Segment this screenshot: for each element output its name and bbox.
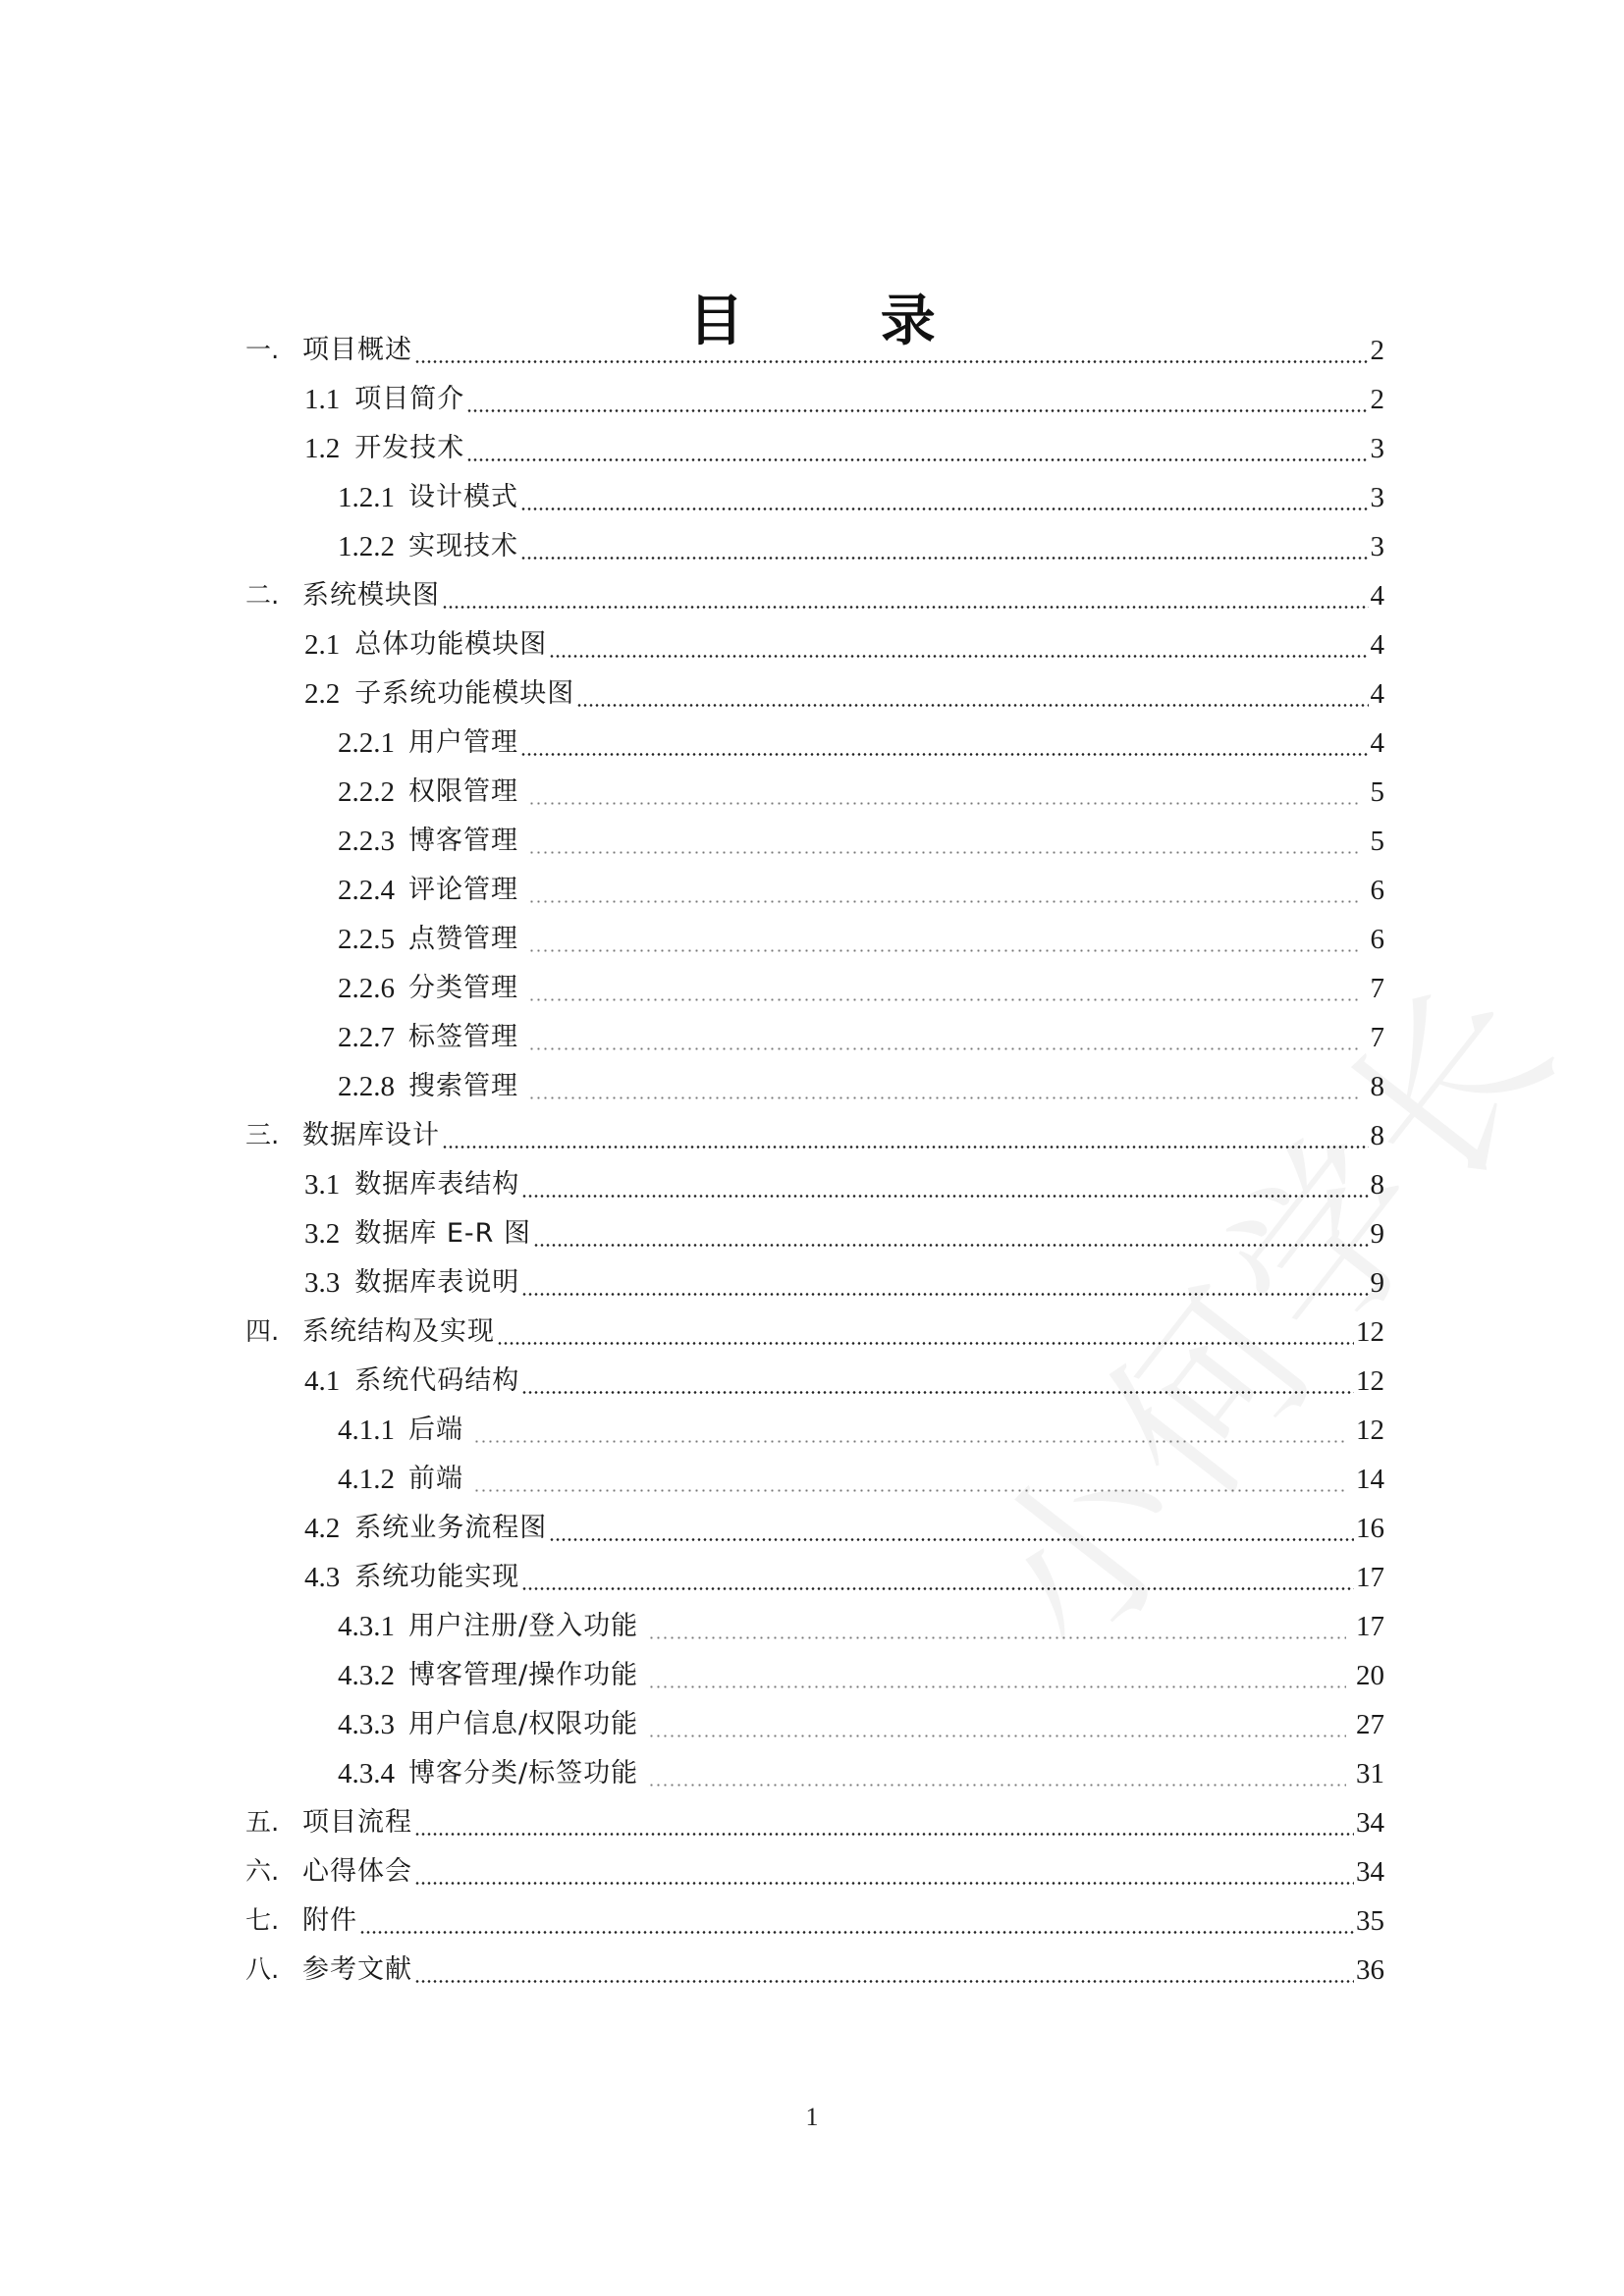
toc-entry[interactable] — [245, 1406, 1384, 1455]
toc-entry[interactable] — [245, 1258, 1384, 1308]
toc-entry-label: 分类管理 — [408, 973, 518, 1003]
toc-entry-number: 3.2 — [304, 1218, 341, 1250]
toc-entry[interactable] — [245, 522, 1384, 571]
toc-entry-number: 4.3.2 — [338, 1660, 395, 1691]
toc-entry-page-number: 14 — [1356, 1464, 1384, 1495]
toc-entry-page-number: 4 — [1370, 629, 1384, 661]
toc-entry-number: 六. — [245, 1857, 280, 1887]
dot-leader — [466, 458, 1368, 461]
toc-entry-page-number: 2 — [1370, 384, 1384, 415]
toc-entry[interactable] — [245, 375, 1384, 424]
toc-entry-label: 子系统功能模块图 — [354, 678, 575, 709]
dot-leader — [442, 606, 1369, 609]
toc-entry[interactable] — [245, 1062, 1384, 1111]
toc-entry-label: 点赞管理 — [408, 924, 518, 954]
toc-entry-number: 4.2 — [304, 1513, 341, 1544]
dot-leader — [414, 1833, 1354, 1836]
toc-entry-page-number: 20 — [1356, 1660, 1384, 1691]
toc-entry-page-number: 12 — [1356, 1415, 1384, 1446]
toc-entry-page-number: 12 — [1356, 1365, 1384, 1397]
dot-leader — [520, 753, 1369, 756]
toc-entry-page-number: 16 — [1356, 1513, 1384, 1544]
toc-entry-number: 4.3.1 — [338, 1611, 395, 1642]
toc-entry-label: 实现技术 — [408, 531, 518, 561]
toc-entry-label: 用户信息/权限功能 — [408, 1709, 639, 1739]
toc-entry-page-number: 5 — [1370, 826, 1384, 857]
toc-entry-label: 数据库设计 — [302, 1120, 440, 1150]
dot-leader — [520, 507, 1369, 510]
toc-entry[interactable] — [245, 1504, 1384, 1553]
toc-entry[interactable] — [245, 817, 1384, 866]
dot-leader — [442, 1146, 1369, 1148]
toc-entry-page-number: 3 — [1370, 531, 1384, 562]
toc-entry-label: 开发技术 — [354, 433, 465, 463]
toc-entry-number: 3.3 — [304, 1267, 341, 1299]
toc-entry[interactable] — [245, 1602, 1384, 1651]
toc-entry-label: 用户注册/登入功能 — [408, 1611, 639, 1641]
toc-entry-number: 2.2 — [304, 678, 341, 710]
toc-entry[interactable] — [245, 1896, 1384, 1946]
toc-entry-number: 2.2.6 — [338, 973, 395, 1004]
dot-leader — [473, 1489, 1346, 1492]
toc-entry-label: 设计模式 — [408, 482, 518, 512]
toc-entry[interactable] — [245, 1209, 1384, 1258]
toc-entry-label: 数据库表结构 — [354, 1169, 520, 1200]
toc-entry-number: 4.1.2 — [338, 1464, 395, 1495]
toc-entry-page-number: 35 — [1356, 1905, 1384, 1937]
toc-entry[interactable] — [245, 1013, 1384, 1062]
toc-entry[interactable] — [245, 915, 1384, 964]
toc-entry-page-number: 3 — [1370, 482, 1384, 513]
dot-leader — [414, 1980, 1354, 1983]
toc-entry-number: 4.3.4 — [338, 1758, 395, 1789]
toc-entry-number: 4.1 — [304, 1365, 341, 1397]
toc-entry[interactable] — [245, 964, 1384, 1013]
toc-entry-page-number: 17 — [1356, 1611, 1384, 1642]
dot-leader — [549, 655, 1368, 658]
dot-leader — [528, 851, 1361, 854]
toc-entry[interactable] — [245, 1798, 1384, 1847]
toc-entry-page-number: 31 — [1356, 1758, 1384, 1789]
toc-entry-page-number: 8 — [1370, 1120, 1384, 1151]
toc-entry-number: 1.2.1 — [338, 482, 395, 513]
toc-entry[interactable] — [245, 1651, 1384, 1700]
toc-entry-page-number: 6 — [1370, 875, 1384, 906]
toc-entry-label: 系统业务流程图 — [354, 1513, 548, 1543]
toc-entry-page-number: 12 — [1356, 1316, 1384, 1348]
toc-entry-number: 2.1 — [304, 629, 341, 661]
toc-entry-page-number: 34 — [1356, 1807, 1384, 1839]
toc-entry-label: 用户管理 — [408, 727, 518, 758]
dot-leader — [648, 1685, 1346, 1688]
toc-entry-label: 博客管理/操作功能 — [408, 1660, 639, 1690]
toc-entry-number: 4.1.1 — [338, 1415, 395, 1446]
toc-entry-page-number: 8 — [1370, 1071, 1384, 1102]
toc-entry[interactable] — [245, 1847, 1384, 1896]
toc-entry[interactable] — [245, 1357, 1384, 1406]
toc-entry-number: 1.2.2 — [338, 531, 395, 562]
toc-entry-page-number: 8 — [1370, 1169, 1384, 1201]
dot-leader — [576, 704, 1368, 707]
toc-entry-number: 2.2.4 — [338, 875, 395, 906]
toc-entry-label: 后端 — [408, 1415, 463, 1445]
dot-leader — [473, 1440, 1346, 1443]
toc-entry-label: 总体功能模块图 — [354, 629, 548, 660]
dot-leader — [528, 900, 1361, 903]
page-title: 目 录 — [688, 289, 995, 353]
toc-entry-page-number: 4 — [1370, 678, 1384, 710]
toc-entry-number: 2.2.3 — [338, 826, 395, 857]
toc-entry[interactable] — [245, 1111, 1384, 1160]
toc-entry-label: 博客分类/标签功能 — [408, 1758, 639, 1789]
toc-entry-label: 项目概述 — [302, 335, 412, 365]
toc-entry-number: 一. — [245, 336, 280, 365]
toc-entry[interactable] — [245, 620, 1384, 669]
toc-entry-page-number: 4 — [1370, 580, 1384, 612]
toc-entry-number: 2.2.5 — [338, 924, 395, 955]
toc-entry-label: 附件 — [302, 1905, 357, 1936]
dot-leader — [528, 998, 1361, 1001]
toc-entry-page-number: 34 — [1356, 1856, 1384, 1888]
toc-entry-page-number: 2 — [1370, 335, 1384, 366]
toc-entry-page-number: 36 — [1356, 1954, 1384, 1986]
toc-entry-number: 1.1 — [304, 384, 341, 415]
toc-entry-page-number: 7 — [1370, 973, 1384, 1004]
toc-entry-number: 2.2.7 — [338, 1022, 395, 1053]
dot-leader — [520, 557, 1369, 560]
toc-entry-number: 4.3 — [304, 1562, 341, 1593]
toc-entry-label: 数据库 E-R 图 — [354, 1218, 531, 1249]
toc-entry-number: 1.2 — [304, 433, 341, 464]
toc-entry-label: 系统模块图 — [302, 580, 440, 611]
toc-entry-label: 权限管理 — [408, 776, 518, 807]
toc-entry-number: 八. — [245, 1955, 280, 1985]
toc-entry[interactable] — [245, 571, 1384, 620]
table-of-contents — [245, 326, 1384, 1995]
toc-entry-label: 搜索管理 — [408, 1071, 518, 1101]
toc-entry-page-number: 9 — [1370, 1267, 1384, 1299]
dot-leader — [497, 1342, 1354, 1345]
toc-entry-page-number: 7 — [1370, 1022, 1384, 1053]
toc-entry[interactable] — [245, 424, 1384, 473]
toc-entry-label: 博客管理 — [408, 826, 518, 856]
toc-entry[interactable] — [245, 326, 1384, 375]
footer-page-number: 1 — [805, 2103, 819, 2131]
toc-entry-number: 2.2.8 — [338, 1071, 395, 1102]
toc-entry-label: 项目流程 — [302, 1807, 412, 1838]
toc-entry-number: 4.3.3 — [338, 1709, 395, 1740]
toc-entry-page-number: 4 — [1370, 727, 1384, 759]
dot-leader — [648, 1636, 1346, 1639]
dot-leader — [648, 1735, 1346, 1737]
toc-entry-label: 系统功能实现 — [354, 1562, 520, 1592]
dot-leader — [528, 949, 1361, 952]
toc-entry-page-number: 5 — [1370, 776, 1384, 808]
dot-leader — [533, 1244, 1369, 1247]
toc-entry-page-number: 9 — [1370, 1218, 1384, 1250]
toc-entry[interactable] — [245, 669, 1384, 719]
dot-leader — [414, 1882, 1354, 1885]
toc-entry-label: 评论管理 — [408, 875, 518, 905]
toc-entry-label: 系统代码结构 — [354, 1365, 520, 1396]
toc-entry[interactable] — [245, 768, 1384, 817]
dot-leader — [521, 1293, 1368, 1296]
toc-entry-page-number: 6 — [1370, 924, 1384, 955]
toc-entry-page-number: 17 — [1356, 1562, 1384, 1593]
dot-leader — [528, 1047, 1361, 1050]
toc-entry-label: 心得体会 — [302, 1856, 412, 1887]
toc-entry-page-number: 3 — [1370, 433, 1384, 464]
dot-leader — [414, 360, 1369, 363]
toc-entry-label: 参考文献 — [302, 1954, 412, 1985]
toc-entry-label: 数据库表说明 — [354, 1267, 520, 1298]
toc-entry-label: 前端 — [408, 1464, 463, 1494]
toc-entry-label: 项目简介 — [354, 384, 465, 414]
toc-entry[interactable] — [245, 866, 1384, 915]
toc-entry-number: 四. — [245, 1317, 280, 1347]
toc-entry-page-number: 27 — [1356, 1709, 1384, 1740]
toc-entry-label: 系统结构及实现 — [302, 1316, 495, 1347]
dot-leader — [528, 802, 1361, 805]
toc-entry-number: 二. — [245, 581, 280, 611]
toc-entry[interactable] — [245, 1553, 1384, 1602]
dot-leader — [466, 409, 1368, 412]
dot-leader — [359, 1931, 1354, 1934]
toc-entry-label: 标签管理 — [408, 1022, 518, 1052]
toc-entry[interactable] — [245, 473, 1384, 522]
dot-leader — [528, 1096, 1361, 1099]
toc-entry-number: 2.2.2 — [338, 776, 395, 808]
toc-entry[interactable] — [245, 1160, 1384, 1209]
dot-leader — [521, 1587, 1354, 1590]
toc-entry[interactable] — [245, 1455, 1384, 1504]
toc-entry-number: 七. — [245, 1906, 280, 1936]
toc-entry-number: 三. — [245, 1121, 280, 1150]
toc-entry-number: 3.1 — [304, 1169, 341, 1201]
toc-entry[interactable] — [245, 1749, 1384, 1798]
toc-entry-number: 五. — [245, 1808, 280, 1838]
toc-entry[interactable] — [245, 719, 1384, 768]
toc-entry[interactable] — [245, 1308, 1384, 1357]
toc-entry[interactable] — [245, 1946, 1384, 1995]
dot-leader — [521, 1195, 1368, 1198]
dot-leader — [648, 1784, 1346, 1787]
dot-leader — [549, 1538, 1354, 1541]
dot-leader — [521, 1391, 1354, 1394]
toc-entry-number: 2.2.1 — [338, 727, 395, 759]
toc-entry[interactable] — [245, 1700, 1384, 1749]
